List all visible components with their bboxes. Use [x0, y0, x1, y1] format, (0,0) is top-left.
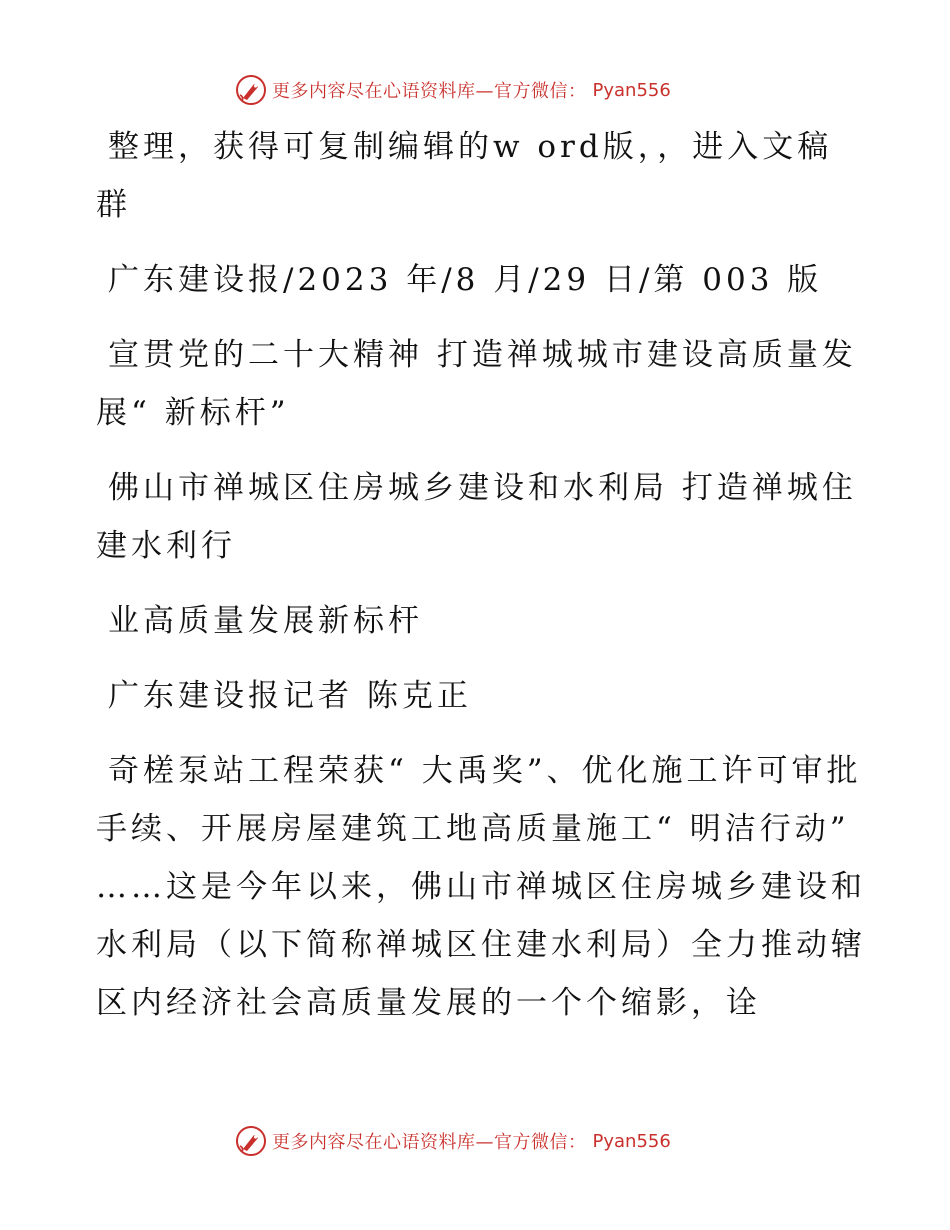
watermark-wechat-id: Pyan556	[592, 1130, 671, 1152]
pen-nib-logo-icon	[234, 1124, 268, 1158]
intro-note: 整理，获得可复制编辑的w ord版，，进入文稿群	[96, 129, 833, 223]
body-paragraph: 奇槎泵站工程荣获“ 大禹奖”、优化施工许可审批手续、开展房屋建筑工地高质量施工“ 明洁行动” ……这是今年以来，佛山市禅城区住房城乡建设和水利局（以下简称禅城区住建水利局）全力推动辖区内经济社会高质量发展的一个个缩影，诠	[96, 753, 866, 1021]
article-title-line-1: 佛山市禅城区住房城乡建设和水利局 打造禅城住建水利行	[96, 470, 857, 564]
byline: 广东建设报记者 陈克正	[108, 678, 472, 714]
pen-nib-logo-icon	[234, 73, 268, 107]
watermark-wechat-id: Pyan556	[592, 79, 671, 101]
section-heading: 宣贯党的二十大精神 打造禅城城市建设高质量发展“ 新标杆”	[96, 337, 857, 431]
article-title-line-2: 业高质量发展新标杆	[108, 603, 423, 639]
footer-watermark	[234, 1124, 671, 1158]
document-body	[96, 118, 866, 1049]
source-line: 广东建设报/2023 年/8 月/29 日/第 003 版	[108, 262, 823, 298]
header-watermark	[234, 73, 671, 107]
watermark-text: 更多内容尽在心语资料库—官方微信：	[272, 81, 587, 102]
watermark-text: 更多内容尽在心语资料库—官方微信：	[272, 1132, 587, 1153]
